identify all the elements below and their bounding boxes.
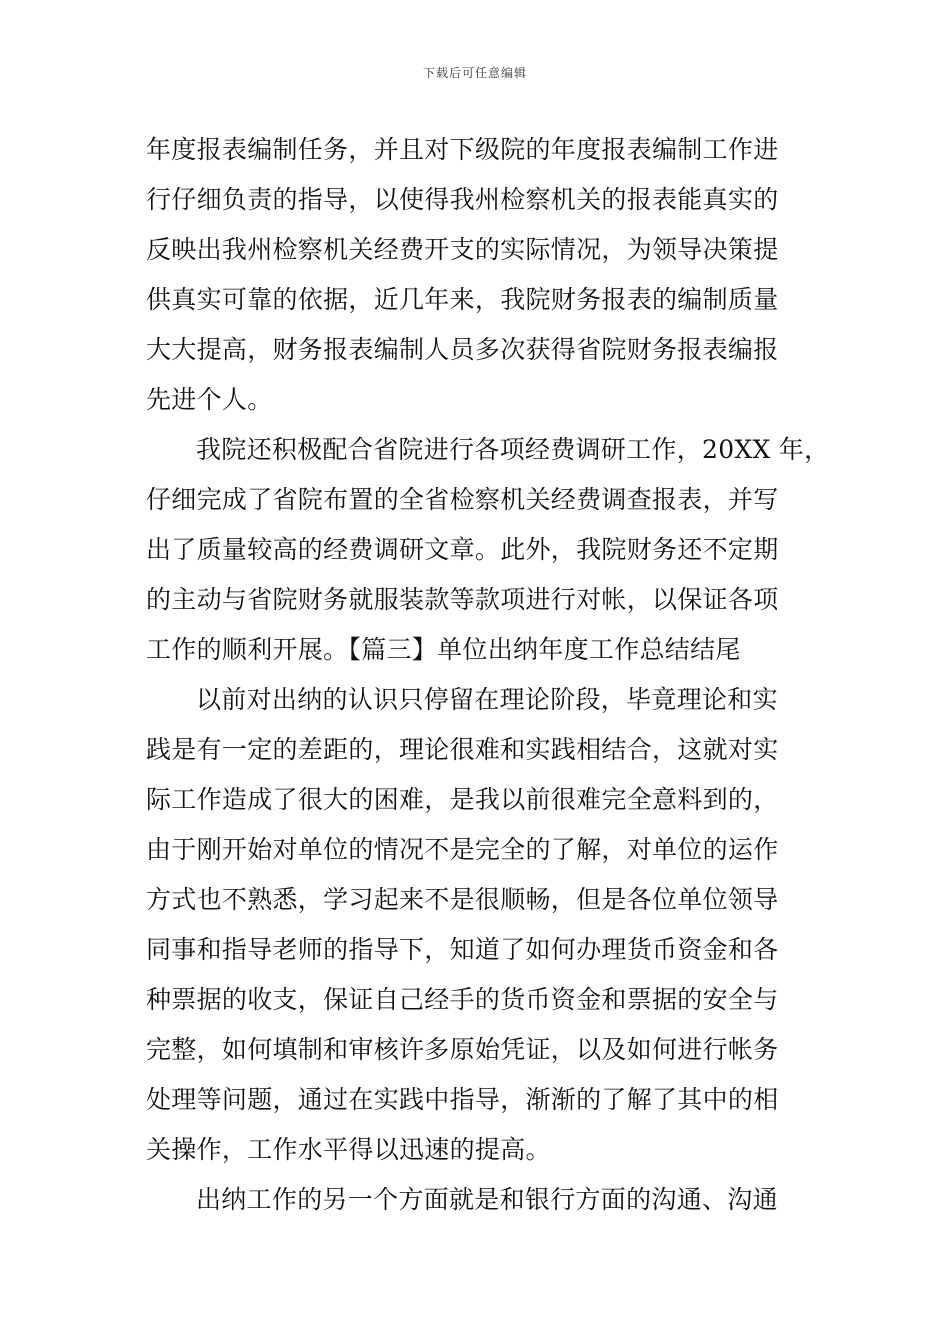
text-line: 行仔细负责的指导，以使得我州检察机关的报表能真实的 [146, 185, 779, 214]
text-line: 践是有一定的差距的，理论很难和实践相结合，这就对实 [146, 735, 779, 764]
text-line: 关操作，工作水平得以迅速的提高。 [146, 1135, 551, 1164]
text-line: 以前对出纳的认识只停留在理论阶段，毕竟理论和实 [196, 685, 778, 714]
text-line: 完整，如何填制和审核许多原始凭证，以及如何进行帐务 [146, 1035, 779, 1064]
text-line: 出纳工作的另一个方面就是和银行方面的沟通、沟通 [196, 1185, 778, 1214]
text-line: 工作的顺利开展。【篇三】单位出纳年度工作总结结尾 [146, 635, 741, 664]
text-line: 的主动与省院财务就服装款等款项进行对帐，以保证各项 [146, 585, 779, 614]
text-line: 处理等问题，通过在实践中指导，渐渐的了解了其中的相 [146, 1085, 779, 1114]
text-line: 年度报表编制任务，并且对下级院的年度报表编制工作进 [146, 135, 779, 164]
text-line: 种票据的收支，保证自己经手的货币资金和票据的安全与 [146, 985, 779, 1014]
text-line: 大大提高，财务报表编制人员多次获得省院财务报表编报 [146, 335, 779, 364]
text-line: 供真实可靠的依据，近几年来，我院财务报表的编制质量 [146, 285, 779, 314]
text-line: 方式也不熟悉，学习起来不是很顺畅，但是各位单位领导 [146, 885, 779, 914]
text-line: 反映出我州检察机关经费开支的实际情况，为领导决策提 [146, 235, 779, 264]
text-line: 由于刚开始对单位的情况不是完全的了解，对单位的运作 [146, 835, 779, 864]
text-line: 出了质量较高的经费调研文章。此外，我院财务还不定期 [146, 535, 779, 564]
text-line: 仔细完成了省院布置的全省检察机关经费调查报表，并写 [146, 485, 779, 514]
text-line: 同事和指导老师的指导下，知道了如何办理货币资金和各 [146, 935, 779, 964]
text-line: 先进个人。 [146, 385, 273, 414]
text-line: 我院还积极配合省院进行各项经费调研工作，20XX 年， [196, 435, 830, 464]
text-line: 际工作造成了很大的困难，是我以前很难完全意料到的， [146, 785, 779, 814]
page-header: 下载后可任意编辑 [422, 66, 527, 80]
